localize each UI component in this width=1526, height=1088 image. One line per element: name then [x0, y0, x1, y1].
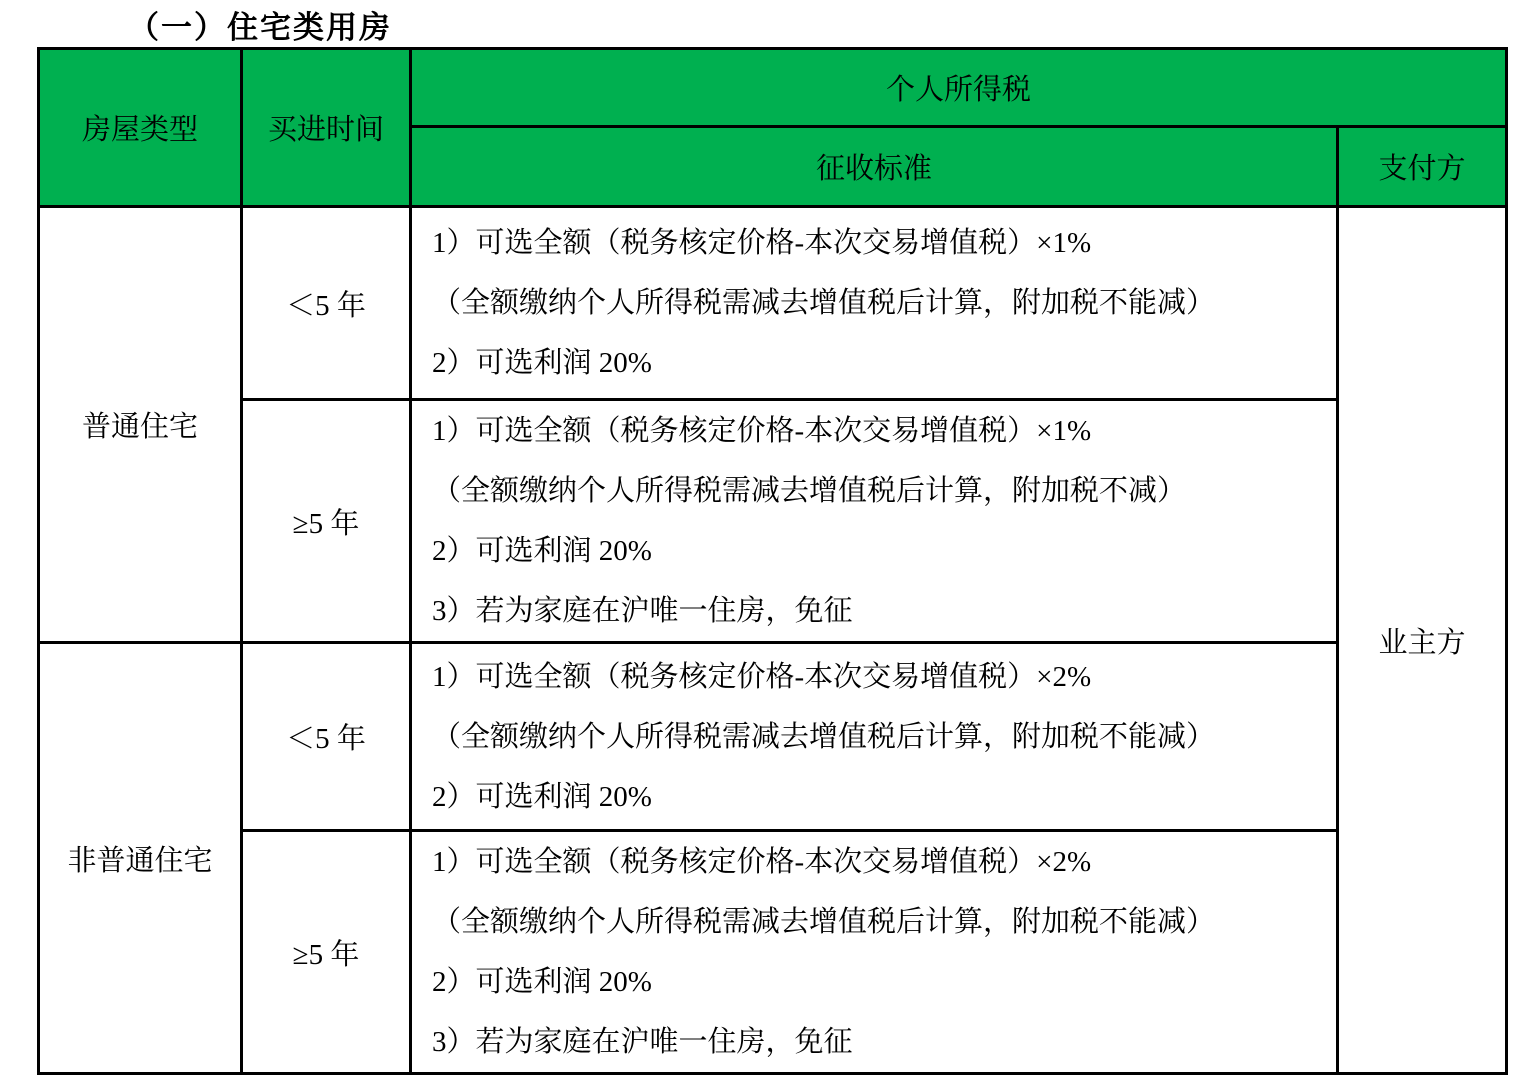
standard-line: 2）可选利润 20% [432, 347, 652, 379]
standard-line: 1）可选全额（税务核定价格-本次交易增值税）×2% [432, 846, 1092, 878]
standard-line: 3）若为家庭在沪唯一住房，免征 [432, 595, 853, 627]
standard-cell [411, 207, 1338, 400]
table-row [39, 400, 1507, 643]
table-row [39, 207, 1507, 400]
standard-line: （全额缴纳个人所得税需减去增值税后计算，附加税不能减） [432, 720, 1216, 753]
time-over-5y: ≥5 年 [242, 831, 411, 1074]
time-under-5y: ＜5 年 [242, 207, 411, 400]
header-house-type: 房屋类型 [39, 49, 242, 207]
standard-cell [411, 643, 1338, 831]
payer-value: 业主方 [1338, 207, 1507, 1074]
standard-line: 1）可选全额（税务核定价格-本次交易增值税）×2% [432, 660, 1092, 693]
income-tax-table [37, 47, 1508, 1075]
table-row [39, 831, 1507, 1074]
header-standard: 征收标准 [411, 127, 1338, 207]
standard-line: 1）可选全额（税务核定价格-本次交易增值税）×1% [432, 415, 1092, 447]
standard-cell [411, 400, 1338, 643]
standard-line: 2）可选利润 20% [432, 535, 652, 567]
standard-line: （全额缴纳个人所得税需减去增值税后计算，附加税不能减） [432, 906, 1216, 938]
standard-line: 2）可选利润 20% [432, 966, 652, 998]
standard-line: （全额缴纳个人所得税需减去增值税后计算，附加税不能减） [432, 287, 1216, 319]
standard-line: 3）若为家庭在沪唯一住房，免征 [432, 1026, 853, 1058]
header-income-tax: 个人所得税 [411, 49, 1507, 127]
time-under-5y: ＜5 年 [242, 643, 411, 831]
header-purchase-time: 买进时间 [242, 49, 411, 207]
page-title: （一）住宅类用房 [128, 10, 392, 45]
header-payer: 支付方 [1338, 127, 1507, 207]
header-row-1 [39, 49, 1507, 127]
standard-line: （全额缴纳个人所得税需减去增值税后计算，附加税不减） [432, 475, 1187, 507]
standard-line: 2）可选利润 20% [432, 780, 652, 813]
standard-line: 1）可选全额（税务核定价格-本次交易增值税）×1% [432, 227, 1092, 259]
house-type-ordinary: 普通住宅 [39, 207, 242, 643]
house-type-non-ordinary: 非普通住宅 [39, 643, 242, 1074]
standard-cell [411, 831, 1338, 1074]
table-row [39, 643, 1507, 831]
time-over-5y: ≥5 年 [242, 400, 411, 643]
